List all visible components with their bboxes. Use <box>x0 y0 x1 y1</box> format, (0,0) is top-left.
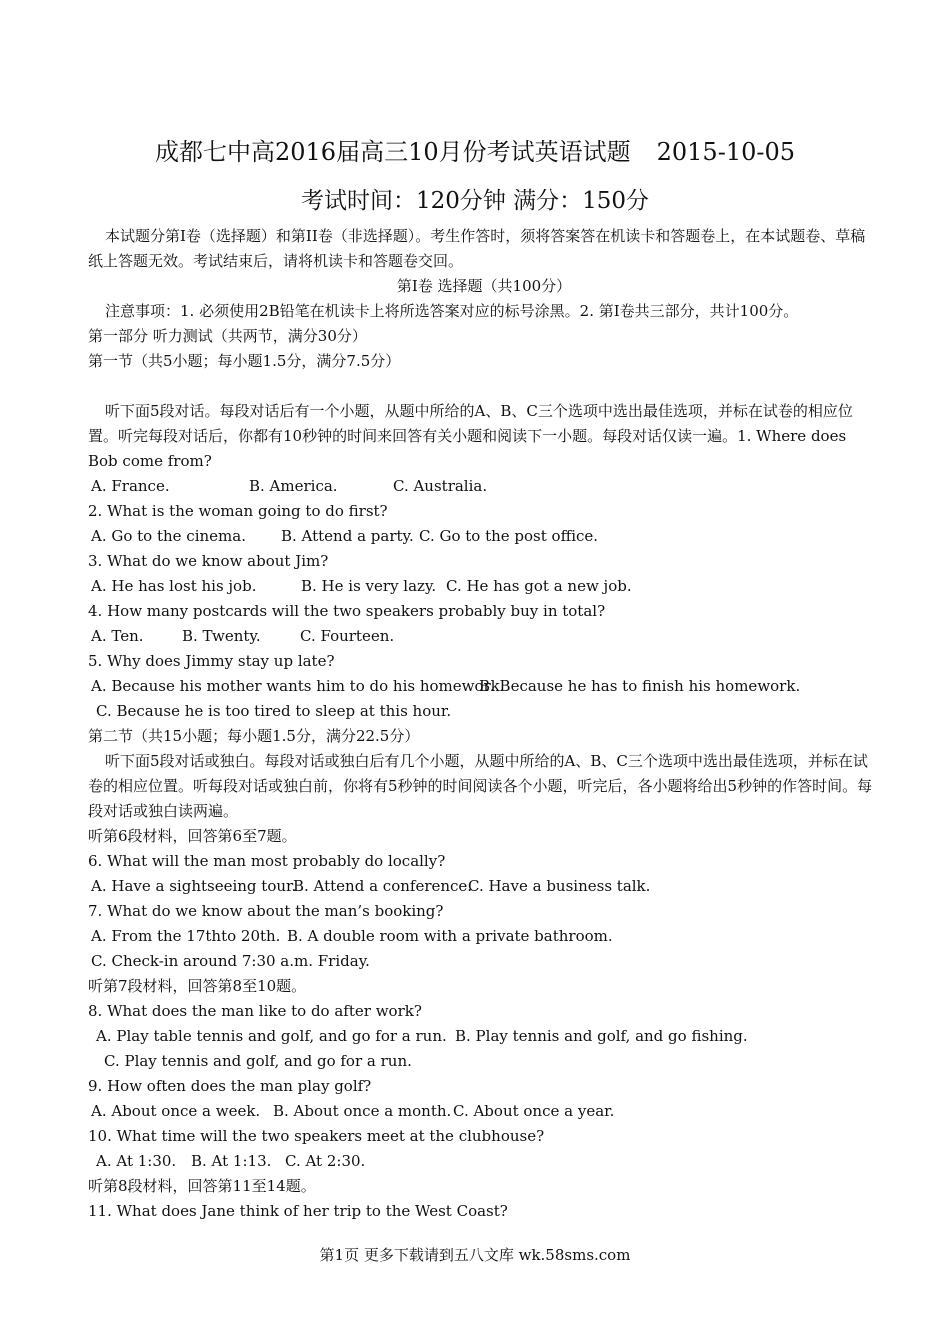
q9-option-b: B. About once a month. <box>273 1102 452 1120</box>
q7-stem: 7. What do we know about the man’s booking? <box>88 902 444 920</box>
q3-option-a: A. He has lost his job. <box>91 577 257 595</box>
q5-option-c: C. Because he is too tired to sleep at this hour. <box>96 702 452 720</box>
material6-note: 听第6段材料，回答第6至7题。 <box>88 827 297 845</box>
section2-instructions: 听下面5段对话或独白。每段对话或独白后有几个小题，从题中所给的A、B、C三个选项中选出最佳选项，并标在试卷的相应位置。听每段对话或独白前，你将有5秒钟的时间阅读各个小题，听完后，各小题将给出5秒钟的作答时间。每段对话或独白读两遍。 <box>88 752 873 820</box>
q5-stem: 5. Why does Jimmy stay up late? <box>88 652 335 670</box>
exam-date: 2015-10-05 <box>656 138 795 166</box>
q7-option-a: A. From the 17thto 20th. <box>91 927 281 945</box>
q1-option-c: C. Australia. <box>393 477 488 495</box>
q6-option-c: C. Have a business talk. <box>468 877 651 895</box>
q4-option-a: A. Ten. <box>91 627 144 645</box>
section2-title: 第二节（共15小题；每小题1.5分，满分22.5分） <box>88 727 420 745</box>
notice: 注意事项：1. 必须使用2B铅笔在机读卡上将所选答案对应的标号涂黑。2. 第I卷共三部分，共计100分。 <box>105 302 799 320</box>
q2-options <box>88 524 880 549</box>
q8-stem: 8. What does the man like to do after work? <box>88 1002 422 1020</box>
q8-option-c: C. Play tennis and golf, and go for a run. <box>104 1052 412 1070</box>
q4-option-c: C. Fourteen. <box>300 627 395 645</box>
q10-option-b: B. At 1:13. <box>191 1152 272 1170</box>
q6-option-b: B. Attend a conference. <box>293 877 473 895</box>
q2-option-a: A. Go to the cinema. <box>91 527 246 545</box>
q1-stem: 1. Where does Bob come from? <box>88 427 847 470</box>
part1-title: 第I卷 选择题（共100分） <box>396 277 572 295</box>
intro-paragraph: 本试题分第I卷（选择题）和第II卷（非选择题）。考生作答时，须将答案答在机读卡和答题卷上，在本试题卷、草稿纸上答题无效。考试结束后，请将机读卡和答题卷交回。 <box>88 227 866 270</box>
q2-stem: 2. What is the woman going to do first? <box>88 502 388 520</box>
q10-options <box>88 1149 880 1174</box>
material7-note: 听第7段材料，回答第8至10题。 <box>88 977 307 995</box>
exam-body <box>88 224 880 1224</box>
q4-option-b: B. Twenty. <box>182 627 261 645</box>
q9-option-c: C. About once a year. <box>453 1102 615 1120</box>
page-footer: 第1页 更多下载请到五八文库 wk.58sms.com <box>319 1246 631 1264</box>
q10-option-c: C. At 2:30. <box>285 1152 366 1170</box>
q6-option-a: A. Have a sightseeing tour. <box>91 877 297 895</box>
exam-subtitle: 考试时间：120分钟 满分：150分 <box>300 188 650 214</box>
q7-options <box>88 924 880 949</box>
material8-note: 听第8段材料，回答第11至14题。 <box>88 1177 316 1195</box>
section1-instructions-text: 听下面5段对话。每段对话后有一个小题，从题中所给的A、B、C三个选项中选出最佳选项，并标在试卷的相应位置。听完每段对话后，你都有10秒钟的时间来回答有关小题和阅读下一小题。每段对话仅读一遍。 <box>88 402 853 445</box>
q5-option-a: A. Because his mother wants him to do his homework. <box>91 677 505 695</box>
q10-option-a: A. At 1:30. <box>96 1152 177 1170</box>
spacer <box>88 374 880 399</box>
q9-option-a: A. About once a week. <box>91 1102 261 1120</box>
q7-option-b: B. A double room with a private bathroom. <box>287 927 613 945</box>
section1-instructions <box>88 399 880 474</box>
q8-option-b: B. Play tennis and golf, and go fishing. <box>455 1027 748 1045</box>
q5-option-b: B. Because he has to finish his homework. <box>479 677 801 695</box>
q9-stem: 9. How often does the man play golf? <box>88 1077 372 1095</box>
q3-options <box>88 574 880 599</box>
q8-option-a: A. Play table tennis and golf, and go for a run. <box>96 1027 447 1045</box>
section1-title: 第一节（共5小题；每小题1.5分，满分7.5分） <box>88 352 401 370</box>
q3-option-b: B. He is very lazy. <box>301 577 437 595</box>
q6-stem: 6. What will the man most probably do locally? <box>88 852 446 870</box>
q2-option-b: B. Attend a party. <box>281 527 414 545</box>
q1-option-b: B. America. <box>249 477 338 495</box>
q4-options <box>88 624 880 649</box>
q11-stem: 11. What does Jane think of her trip to the West Coast? <box>88 1202 508 1220</box>
part-listening-title: 第一部分 听力测试（共两节，满分30分） <box>88 327 367 345</box>
q4-stem: 4. How many postcards will the two speakers probably buy in total? <box>88 602 606 620</box>
q9-options <box>88 1099 880 1124</box>
q3-stem: 3. What do we know about Jim? <box>88 552 329 570</box>
q3-option-c: C. He has got a new job. <box>446 577 632 595</box>
q5-options <box>88 674 880 699</box>
q8-options <box>88 1024 880 1049</box>
q1-options <box>88 474 880 499</box>
q2-option-c: C. Go to the post office. <box>419 527 599 545</box>
q7-option-c: C. Check-in around 7:30 a.m. Friday. <box>91 952 370 970</box>
q1-option-a: A. France. <box>91 477 170 495</box>
q6-options <box>88 874 880 899</box>
exam-title <box>0 132 950 167</box>
title-text: 成都七中高2016届高三10月份考试英语试题 <box>155 138 631 166</box>
q10-stem: 10. What time will the two speakers meet at the clubhouse? <box>88 1127 545 1145</box>
